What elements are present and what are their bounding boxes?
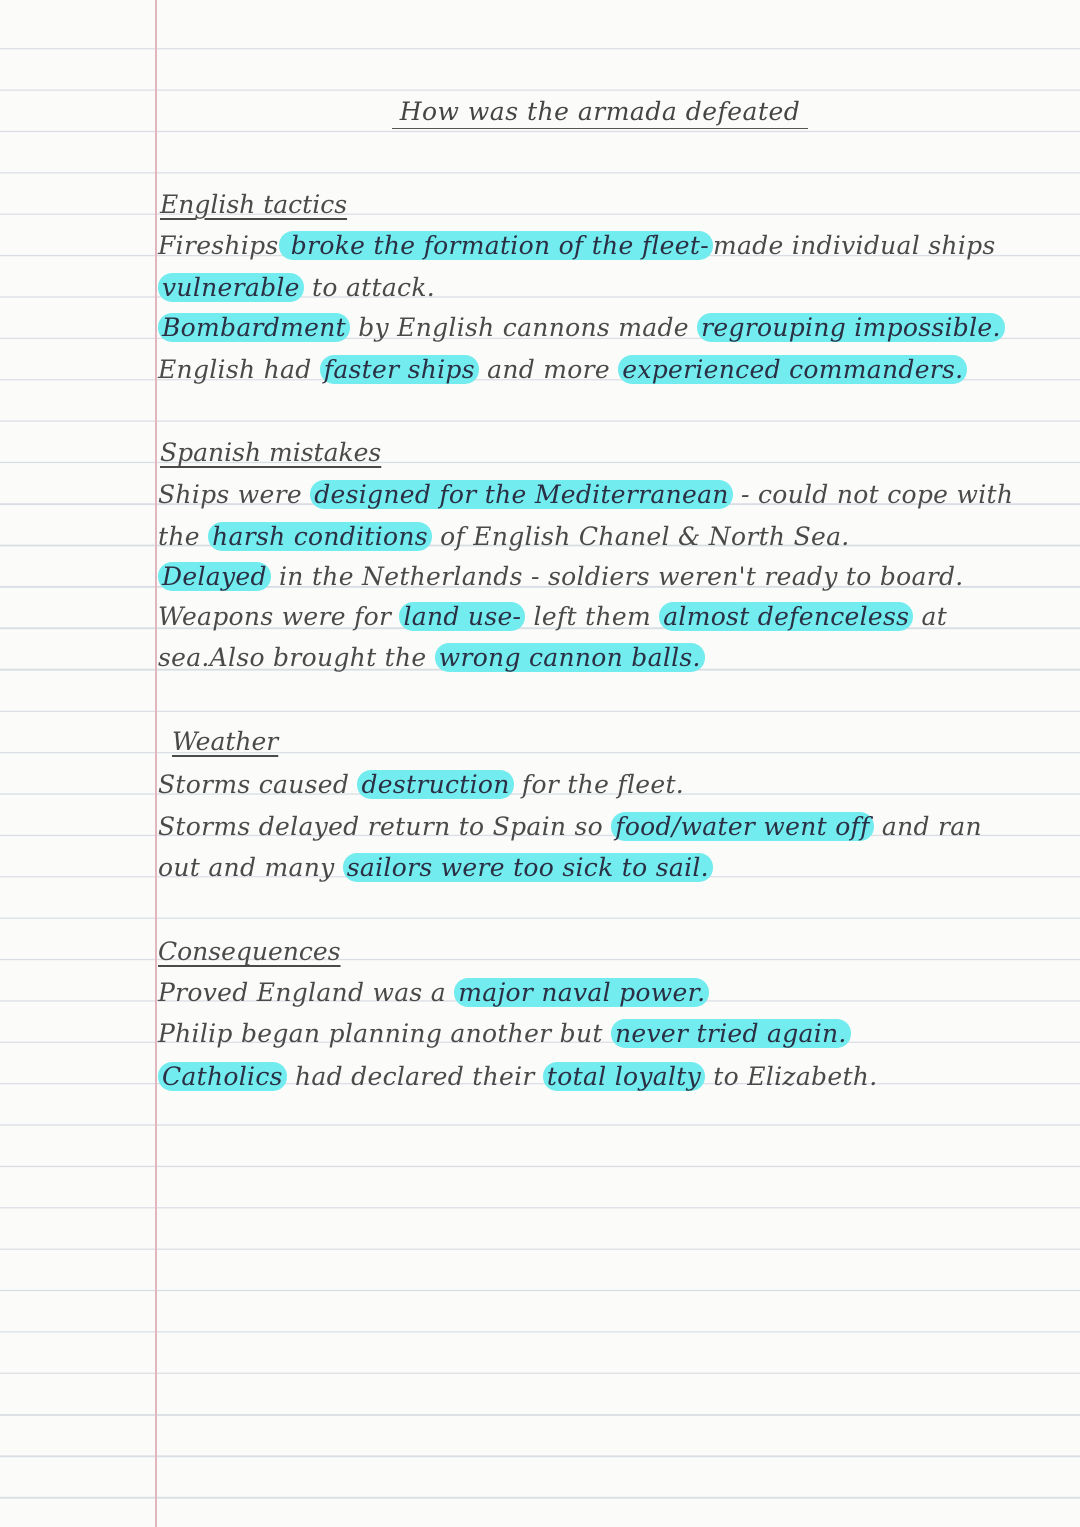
note-text: had declared their: [286, 1062, 543, 1091]
note-text: by English cannons made: [349, 313, 698, 342]
note-text: of English Chanel & North Sea.: [431, 522, 850, 551]
page-title: How was the armada defeated: [392, 97, 808, 129]
section-heading-consequences: Consequences: [158, 937, 341, 966]
note-line: [158, 355, 967, 384]
note-text: left them: [525, 602, 660, 631]
section-heading-english-tactics: English tactics: [160, 190, 348, 219]
section-heading-spanish-mistakes: Spanish mistakes: [160, 438, 382, 467]
note-text: English had: [158, 355, 320, 384]
highlighted-text: land use-: [399, 602, 525, 631]
note-line: [158, 770, 684, 799]
note-text: Ships were: [158, 480, 311, 509]
highlighted-text: regrouping impossible.: [697, 313, 1005, 342]
note-text: sea.Also brought the: [158, 643, 435, 672]
note-text: - could not cope with: [732, 480, 1014, 509]
note-text: and ran: [873, 812, 982, 841]
highlighted-text: destruction: [357, 770, 513, 799]
note-text: and more: [478, 355, 619, 384]
note-line: [158, 812, 982, 841]
note-text: Storms delayed return to Spain so: [158, 812, 612, 841]
note-text: Storms caused: [158, 770, 358, 799]
highlighted-text: Delayed: [158, 562, 271, 591]
note-line: [158, 562, 964, 591]
note-text: the: [158, 522, 209, 551]
note-line: [158, 643, 705, 672]
highlighted-text: wrong cannon balls.: [435, 643, 705, 672]
highlighted-text: Bombardment: [158, 313, 350, 342]
highlighted-text: faster ships: [320, 355, 479, 384]
note-line: [158, 602, 947, 631]
note-text: Fireships: [158, 231, 279, 260]
highlighted-text: almost defenceless: [659, 602, 913, 631]
note-text: to attack.: [303, 273, 436, 302]
note-text: for the fleet.: [513, 770, 685, 799]
section-heading-weather: Weather: [172, 727, 279, 756]
note-text: to Elizabeth.: [705, 1062, 878, 1091]
highlighted-text: sailors were too sick to sail.: [343, 853, 713, 882]
highlighted-text: total loyalty: [543, 1062, 705, 1091]
note-line: [158, 273, 435, 302]
note-line: [158, 522, 850, 551]
note-text: Philip began planning another but: [158, 1019, 611, 1048]
highlighted-text: vulnerable: [158, 273, 304, 302]
highlighted-text: experienced commanders.: [618, 355, 967, 384]
note-line: [158, 1062, 877, 1091]
highlighted-text: harsh conditions: [208, 522, 432, 551]
margin-line: [155, 0, 157, 1527]
note-line: [158, 1019, 851, 1048]
highlighted-text: broke the formation of the fleet-: [279, 231, 713, 260]
note-line: [158, 313, 1005, 342]
highlighted-text: Catholics: [158, 1062, 287, 1091]
note-text: at: [913, 602, 948, 631]
note-line: [158, 853, 713, 882]
note-text: made individual ships: [712, 231, 996, 260]
note-text: Weapons were for: [158, 602, 400, 631]
highlighted-text: major naval power.: [454, 978, 709, 1007]
note-line: [158, 978, 709, 1007]
highlighted-text: never tried again.: [611, 1019, 851, 1048]
note-text: out and many: [158, 853, 343, 882]
note-text: Proved England was a: [158, 978, 455, 1007]
note-line: [158, 480, 1013, 509]
note-line: [158, 231, 996, 260]
highlighted-text: designed for the Mediterranean: [310, 480, 733, 509]
highlighted-text: food/water went off: [611, 812, 873, 841]
note-text: in the Netherlands - soldiers weren't ready to board.: [270, 562, 964, 591]
